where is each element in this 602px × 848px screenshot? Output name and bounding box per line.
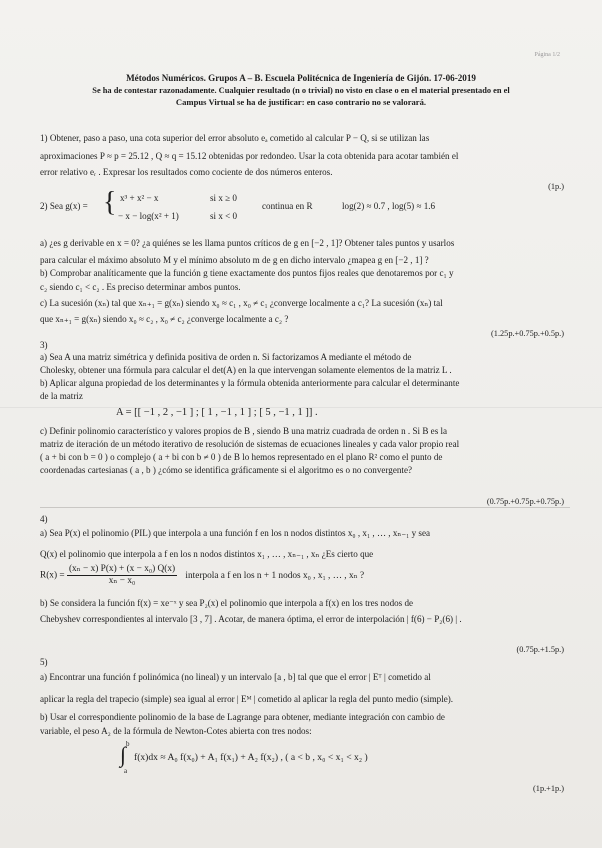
integral-sign-icon: ∫: [120, 742, 127, 767]
q2-continuity: continua en R: [262, 201, 313, 211]
piecewise-brace: {: [103, 187, 117, 218]
q5-points: (1p.+1p.): [533, 784, 564, 793]
q2-c-line-2: que xₙ₊₁ = g(xₙ) siendo x₀ ≈ c₂ , x₀ ≠ c₂ ¿converge localmente a c₂ ?: [40, 314, 289, 324]
q2-case-1-expr: x³ + x² − x: [120, 193, 159, 203]
q3-matrix: A = [[ −1 , 2 , −1 ] ; [ 1 , −1 , 1 ] ; [ 5 , −1 , 1 ]] .: [116, 407, 318, 418]
q4-b-line-1: b) Se considera la función f(x) = xe⁻ˣ y sea P₂(x) el polinomio que interpola a f(x) en los tres nodos de: [40, 598, 414, 608]
q2-a-line-1: a) ¿es g derivable en x = 0? ¿a quiénes se les llama puntos críticos de g en [−2 , 1]? Obtener tales puntos y usarlos: [40, 238, 455, 248]
q2-function-label: 2) Sea g(x) =: [40, 201, 88, 211]
q4-r-denominator: xₙ − x₀: [108, 576, 136, 586]
q5-newton-cotes-formula: f(x)dx ≈ A₀ f(x₀) + A₁ f(x₁) + A₂ f(x₂) , ( a < b , x₀ < x₁ < x₂ ): [134, 752, 368, 763]
q2-log-values: log(2) ≈ 0.7 , log(5) ≈ 1.6: [342, 201, 436, 211]
instructions-line-2: Campus Virtual se ha de justificar: en caso contrario no se valorará.: [175, 97, 427, 107]
q5-a-line-2: aplicar la regla del trapecio (simple) sea igual al error | Eᴹ | cometido al aplicar la regla del punto medio (simple).: [40, 694, 454, 704]
q4-r-numerator: (xₙ − x) P(x) + (x − x₀) Q(x): [68, 564, 176, 574]
q4-number: 4): [40, 514, 48, 524]
q3-c-line-2: matriz de iteración de un método iterativo de resolución de sistemas de ecuaciones lineales y cada valor propio real: [40, 439, 460, 449]
q3-number: 3): [40, 340, 48, 350]
q1-line-2: aproximaciones P ≈ p = 25.12 , Q ≈ q = 15.12 obtenidas por redondeo. Usar la cota obtenida para acotar también el: [40, 151, 459, 161]
q5-a-line-1: a) Encontrar una función f polinómica (no lineal) y un intervalo [a , b] tal que que el error | Eᵀ | cometido al: [40, 672, 431, 682]
q5-integral-lower: a: [124, 767, 128, 775]
q4-r-lhs: R(x) =: [40, 570, 65, 581]
section-divider: [40, 507, 570, 508]
q3-points: (0.75p.+0.75p.+0.75p.): [486, 497, 564, 506]
page-corner-ref: Página 1/2: [534, 52, 560, 58]
q3-c-line-3: ( a + bi con b = 0 ) o complejo ( a + bi con b ≠ 0 ) de B lo hemos representado en el plano R² como el punto de: [40, 452, 443, 462]
q4-r-tail: interpola a f en los n + 1 nodos x₀ , x₁ , … , xₙ ?: [185, 570, 365, 581]
q3-b-line-2: de la matriz: [40, 391, 83, 401]
q4-points: (0.75p.+1.5p.): [516, 645, 564, 654]
q2-case-1-cond: si x ≥ 0: [210, 193, 237, 203]
q4-a-line-2: Q(x) el polinomio que interpola a f en los n nodos distintos x₁ , … , xₙ₋₁ , xₙ ¿Es cierto que: [40, 549, 374, 559]
q2-b-line-2: c₂ siendo c₁ < c₂ . Es preciso determinar ambos puntos.: [40, 282, 241, 292]
q3-a-line-1: a) Sea A una matriz simétrica y definida positiva de orden n. Si factorizamos A mediante el método de: [40, 352, 412, 362]
q3-c-line-4: coordenadas cartesianas ( a , b ) ¿cómo se identifica gráficamente si el algoritmo es o no convergente?: [40, 465, 413, 475]
q4-a-line-1: a) Sea P(x) el polinomio (PIL) que interpola a una función f en los n nodos distintos x₀ , x₁ , … , xₙ₋₁ y sea: [40, 528, 431, 538]
q3-b-line-1: b) Aplicar alguna propiedad de los determinantes y la fórmula obtenida anteriormente para calcular el determinante: [40, 378, 460, 388]
exam-title: Métodos Numéricos. Grupos A – B. Escuela Politécnica de Ingeniería de Gijón. 17-06-2019: [126, 73, 476, 83]
instructions-line-1: Se ha de contestar razonadamente. Cualquier resultado (n o trivial) no visto en clase o en el material presentado en el: [92, 86, 510, 95]
q3-c-line-1: c) Definir polinomio característico y valores propios de B , siendo B una matriz cuadrada de orden n . Si B es la: [40, 426, 448, 436]
q3-a-line-2: Cholesky, obtener una fórmula para calcular el det(A) en la que intervengan solamente elementos de la matriz L .: [40, 365, 452, 375]
q4-b-line-2: Chebyshev correspondientes al intervalo [3 , 7] . Acotar, de manera óptima, el error de interpolación | f(6) − P₂(6) | .: [40, 614, 462, 624]
q5-b-line-1: b) Usar el correspondiente polinomio de la base de Lagrange para obtener, mediante integración con cambio de: [40, 712, 445, 722]
q2-b-line-1: b) Comprobar analíticamente que la función g tiene exactamente dos puntos fijos reales que denotaremos por c₁ y: [40, 268, 454, 278]
q2-case-2-expr: − x − log(x² + 1): [118, 211, 179, 221]
q2-c-line-1: c) La sucesión (xₙ) tal que xₙ₊₁ = g(xₙ) siendo x₀ ≈ c₁ , x₀ ≠ c₁ ¿converge localmente a c₁? La sucesión (xₙ) tal: [40, 298, 443, 308]
q2-points: (1.25p.+0.75p.+0.5p.): [491, 329, 564, 338]
q1-line-1: 1) Obtener, paso a paso, una cota superior del error absoluto eₐ cometido al calcular P − Q, si se utilizan las: [40, 133, 430, 143]
q1-line-3: error relativo eᵣ . Expresar los resultados como cociente de dos números enteros.: [40, 167, 333, 177]
q5-number: 5): [40, 657, 48, 667]
q1-points: (1p.): [548, 182, 564, 191]
q5-b-line-2: variable, el peso A₂ de la fórmula de Newton-Cotes abierta con tres nodos:: [40, 726, 312, 736]
q2-case-2-cond: si x < 0: [210, 211, 238, 221]
q5-integral-upper: b: [126, 740, 130, 748]
q2-a-line-2: para calcular el máximo absoluto M y el mínimo absoluto m de g en dicho intervalo ¿mapea g en [−2 , 1] ?: [40, 255, 429, 265]
q4-r-fraction: [67, 564, 177, 587]
q4-r-formula: [40, 564, 364, 587]
